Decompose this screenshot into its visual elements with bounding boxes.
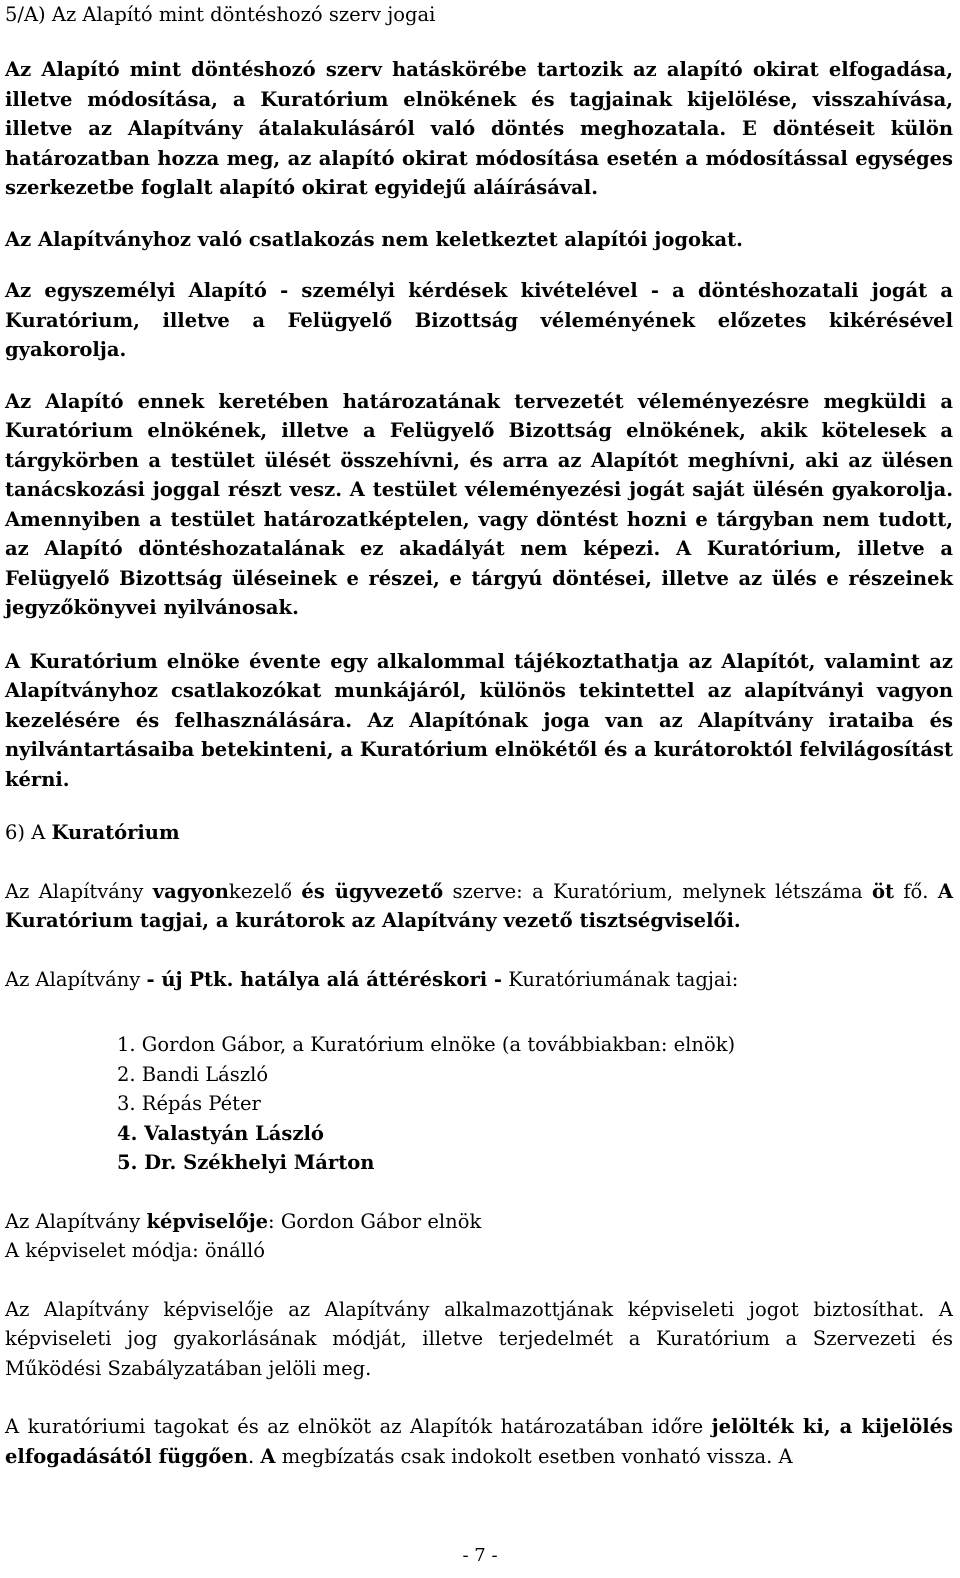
section-5a-heading: 5/A) Az Alapító mint döntéshozó szerv jogai [5,3,436,26]
list-item: 3. Répás Péter [117,1092,261,1115]
paragraph-segment: kezelő [228,879,302,903]
section-5a-paragraph-5: A Kuratórium elnöke évente egy alkalommal tájékoztathatja az Alapítót, valamint az Alapítványhoz csatlakozókat munkájáról, különös tekintettel az alapítványi vagyon kezelésére és felhasználására. Az Alapítónak joga van az Alapítvány irataiba és nyilvántartásaiba betekinteni, a Kuratórium elnökétől és a kurátoroktól felvilágosítást kérni. [5,649,953,791]
page-number: - 7 - [462,1545,498,1566]
list-item: 1. Gordon Gábor, a Kuratórium elnöke (a továbbiakban: elnök) [117,1033,736,1056]
representative-segment: : Gordon Gábor elnök [268,1209,482,1233]
paragraph-segment: Az Alapítvány [5,967,147,991]
paragraph-1-part-b: E döntéseit külön határozatban hozza meg, az alapító okirat módosítása esetén a módosítással egységes szerkezetbe foglalt alapító okirat egyidejű aláírásával. [5,117,954,199]
section-6-paragraph-2 [5,965,953,995]
section-6-paragraph-3: Az Alapítvány képviselője az Alapítvány alkalmazottjának képviseleti jogot biztosíthat. A képviseleti jog gyakorlásának módját, illetve terjedelmét a Kuratórium a Szervezeti és Működési Szabályzatában jelöli meg. [5,1297,953,1380]
paragraph-segment: vagyon [152,879,229,903]
section-5a-paragraph-1 [5,55,953,203]
paragraph-segment: öt [871,879,894,903]
list-item: 2. Bandi László [117,1062,269,1086]
paragraph-segment: fő. [893,879,938,903]
paragraph-segment: A Kuratórium tagjai, a kurátorok az Alapítvány vezető tisztségviselői. [5,879,953,932]
paragraph-segment: megbízatás csak indokolt esetben vonható vissza. A [275,1444,793,1468]
section-5a-paragraph-3: Az egyszemélyi Alapító - személyi kérdések kivételével - a döntéshozatali jogát a Kuratórium, illetve a Felügyelő Bizottság véleményének előzetes kikérésével gyakorolja. [5,279,953,361]
list-item: 5. Dr. Székhelyi Márton [117,1151,375,1174]
section-6-heading-prefix: 6) A [5,821,52,844]
paragraph-segment: Az Alapítvány [5,879,153,903]
paragraph-segment: és ügyvezető [301,879,444,903]
section-6-paragraph-1 [5,877,953,936]
representative-segment: Az Alapítvány [5,1209,147,1233]
representative-line [5,1207,953,1237]
representative-segment: képviselője [146,1209,269,1233]
representation-mode: A képviselet módja: önálló [5,1239,266,1262]
list-item: 4. Valastyán László [117,1121,324,1145]
section-5a-paragraph-4: Az Alapító ennek keretében határozatának tervezetét véleményezésre megküldi a Kuratórium elnökének, illetve a Felügyelő Bizottság elnökének, akik kötelesek a tárgykörben a testület ülését összehívni, és arra az Alapítót meghívni, aki az ülésen tanácskozási joggal részt vesz. A testület véleményezési jogát saját ülésén gyakorolja. Amennyiben a testület határozatképtelen, vagy döntést hozni e tárgyban nem tudott, az Alapító döntéshozatalának ez akadályát nem képezi. A Kuratórium, illetve a Felügyelő Bizottság üléseinek e részei, e tárgyú döntései, illetve az ülés e részeinek jegyzőkönyvei nyilvánosak. [5,389,953,619]
paragraph-segment: - új Ptk. hatálya alá áttéréskori - [146,967,503,991]
paragraph-1-part-a: Az Alapító mint döntéshozó szerv hatáskörébe tartozik az alapító okirat elfogadása, illetve módosítása, a Kuratórium elnökének és tagjainak kijelölése, visszahívása, illetve az Alapítvány átalakulásáról való döntés meghozatala. [5,58,953,140]
section-5a-paragraph-2: Az Alapítványhoz való csatlakozás nem keletkeztet alapítói jogokat. [5,227,743,251]
section-6-heading-title: Kuratórium [51,821,180,844]
paragraph-segment: Kuratóriumának tagjai: [502,967,739,991]
paragraph-segment: A kuratóriumi tagokat és az elnököt az Alapítók határozatában időre [5,1415,712,1438]
section-6-heading [5,818,953,848]
paragraph-segment: . [248,1444,261,1468]
board-members-list [5,1030,953,1178]
paragraph-segment: A [260,1444,276,1468]
paragraph-segment: jelölték ki, a kijelölés elfogadásától függően [5,1415,953,1468]
paragraph-segment: szerve: a Kuratórium, melynek létszáma [443,879,872,903]
section-6-paragraph-4 [5,1412,953,1471]
